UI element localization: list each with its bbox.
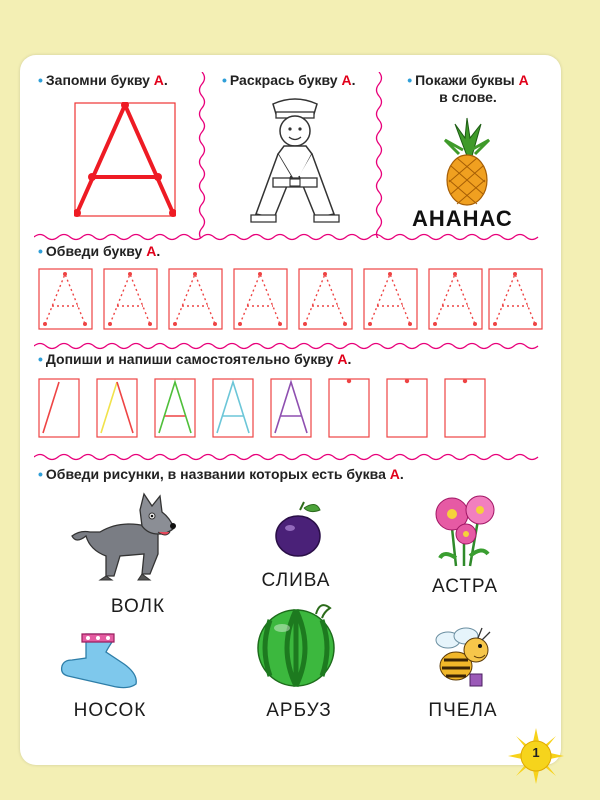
trace-cell-3[interactable] <box>169 269 222 329</box>
write-cell-3[interactable] <box>155 379 195 437</box>
vertical-divider-2 <box>373 72 385 238</box>
horizontal-divider-2 <box>34 341 546 351</box>
watermelon-icon[interactable] <box>250 600 350 690</box>
write-cell-2[interactable] <box>97 379 137 437</box>
horizontal-divider-3 <box>34 452 546 462</box>
task-color: • Раскрась букву А. <box>222 72 356 88</box>
picture-label-watermelon: АРБУЗ <box>266 700 332 721</box>
picture-label-wolf: ВОЛК <box>110 596 166 617</box>
aster-icon[interactable] <box>430 488 500 568</box>
picture-label-plum: СЛИВА <box>261 570 331 591</box>
write-cell-7[interactable] <box>387 379 427 437</box>
picture-label-sock: НОСОК <box>73 700 147 721</box>
trace-cell-4[interactable] <box>234 269 287 329</box>
horizontal-divider-1 <box>34 232 546 242</box>
trace-cell-6[interactable] <box>364 269 417 329</box>
pineapple-icon[interactable] <box>437 116 497 206</box>
write-cell-1[interactable] <box>39 379 79 437</box>
vertical-divider-1 <box>196 72 208 238</box>
letter-a-boy-icon[interactable] <box>246 94 344 224</box>
write-cell-4[interactable] <box>213 379 253 437</box>
page-number: 1 <box>532 745 540 760</box>
plum-icon[interactable] <box>270 500 330 560</box>
wolf-icon[interactable] <box>70 492 178 584</box>
write-cell-5[interactable] <box>271 379 311 437</box>
trace-cell-7[interactable] <box>429 269 482 329</box>
ananas-word: АНАНАС <box>412 206 513 231</box>
write-cell-6[interactable] <box>329 379 369 437</box>
trace-cell-5[interactable] <box>299 269 352 329</box>
task-memorize: • Запомни букву А. <box>38 72 168 88</box>
task-show: • Покажи буквы А в слове. <box>407 72 529 105</box>
task-finish: • Допиши и напиши самостоятельно букву А. <box>38 351 352 367</box>
trace-letter-row[interactable] <box>38 268 543 330</box>
bee-icon[interactable] <box>430 624 500 694</box>
task-trace: • Обведи букву А. <box>38 243 161 259</box>
picture-label-aster: АСТРА <box>431 576 499 597</box>
task-circle: • Обведи рисунки, в названии которых есть буква А. <box>38 466 404 482</box>
sock-icon[interactable] <box>58 630 142 692</box>
trace-cell-2[interactable] <box>104 269 157 329</box>
trace-cell-8[interactable] <box>489 269 542 329</box>
write-cell-8[interactable] <box>445 379 485 437</box>
trace-cell-1[interactable] <box>39 269 92 329</box>
picture-label-bee: ПЧЕЛА <box>428 700 498 721</box>
writing-cells-row[interactable] <box>38 378 508 440</box>
letter-a-model <box>74 102 176 217</box>
